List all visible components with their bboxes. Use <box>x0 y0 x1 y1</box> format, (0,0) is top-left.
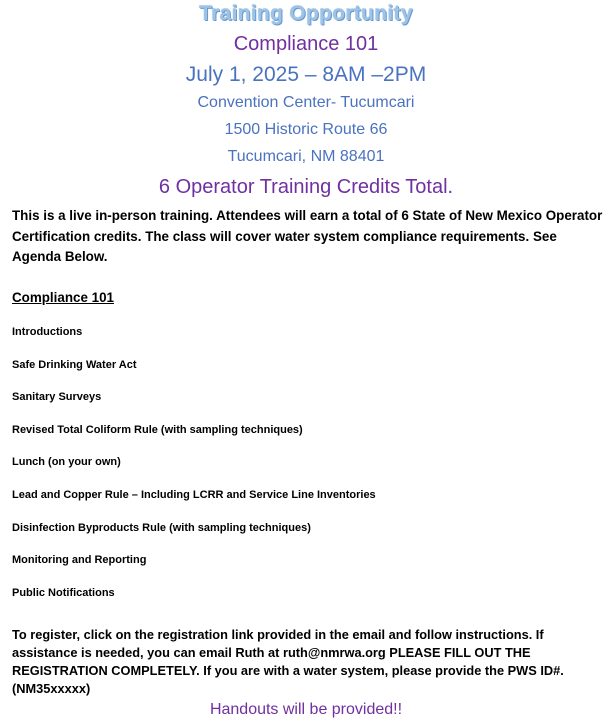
agenda-list <box>12 322 376 615</box>
agenda-heading: Compliance 101 <box>12 290 114 305</box>
agenda-item: Revised Total Coliform Rule (with sampling techniques) <box>12 423 303 436</box>
venue-address-line1: 1500 Historic Route 66 <box>224 121 388 138</box>
agenda-item: Monitoring and Reporting <box>12 554 147 567</box>
agenda-item: Public Notifications <box>12 586 115 599</box>
agenda-item: Lunch (on your own) <box>12 456 121 469</box>
intro-paragraph: This is a live in-person training. Attendees will earn a total of 6 State of New Mexico Operator Certification credits. The class will cover water system compliance requirements. See Agenda Below. <box>12 208 603 264</box>
flyer-title: Training Opportunity <box>199 2 413 25</box>
agenda-item: Safe Drinking Water Act <box>12 358 137 371</box>
agenda-item: Disinfection Byproducts Rule (with sampling techniques) <box>12 521 311 534</box>
handouts-note: Handouts will be provided!! <box>209 701 403 718</box>
venue-name: Convention Center- Tucumcari <box>197 94 415 111</box>
registration-instructions: To register, click on the registration link provided in the email and follow instructions. If assistance is needed, you can email Ruth at ruth@nmrwa.org PLEASE FILL OUT THE REGISTRATION COMPLETELY. If you are with a water system, please provide the PWS ID#. (NM35xxxxx) <box>12 627 564 696</box>
agenda-item: Sanitary Surveys <box>12 391 102 404</box>
agenda-item: Introductions <box>12 326 83 338</box>
credits-total: 6 Operator Training Credits Total. <box>158 176 454 198</box>
agenda-item: Lead and Copper Rule – Including LCRR and Service Line Inventories <box>12 488 376 501</box>
venue-address-line2: Tucumcari, NM 88401 <box>227 148 385 165</box>
course-name: Compliance 101 <box>233 33 379 55</box>
event-date: July 1, 2025 – 8AM –2PM <box>185 63 427 86</box>
